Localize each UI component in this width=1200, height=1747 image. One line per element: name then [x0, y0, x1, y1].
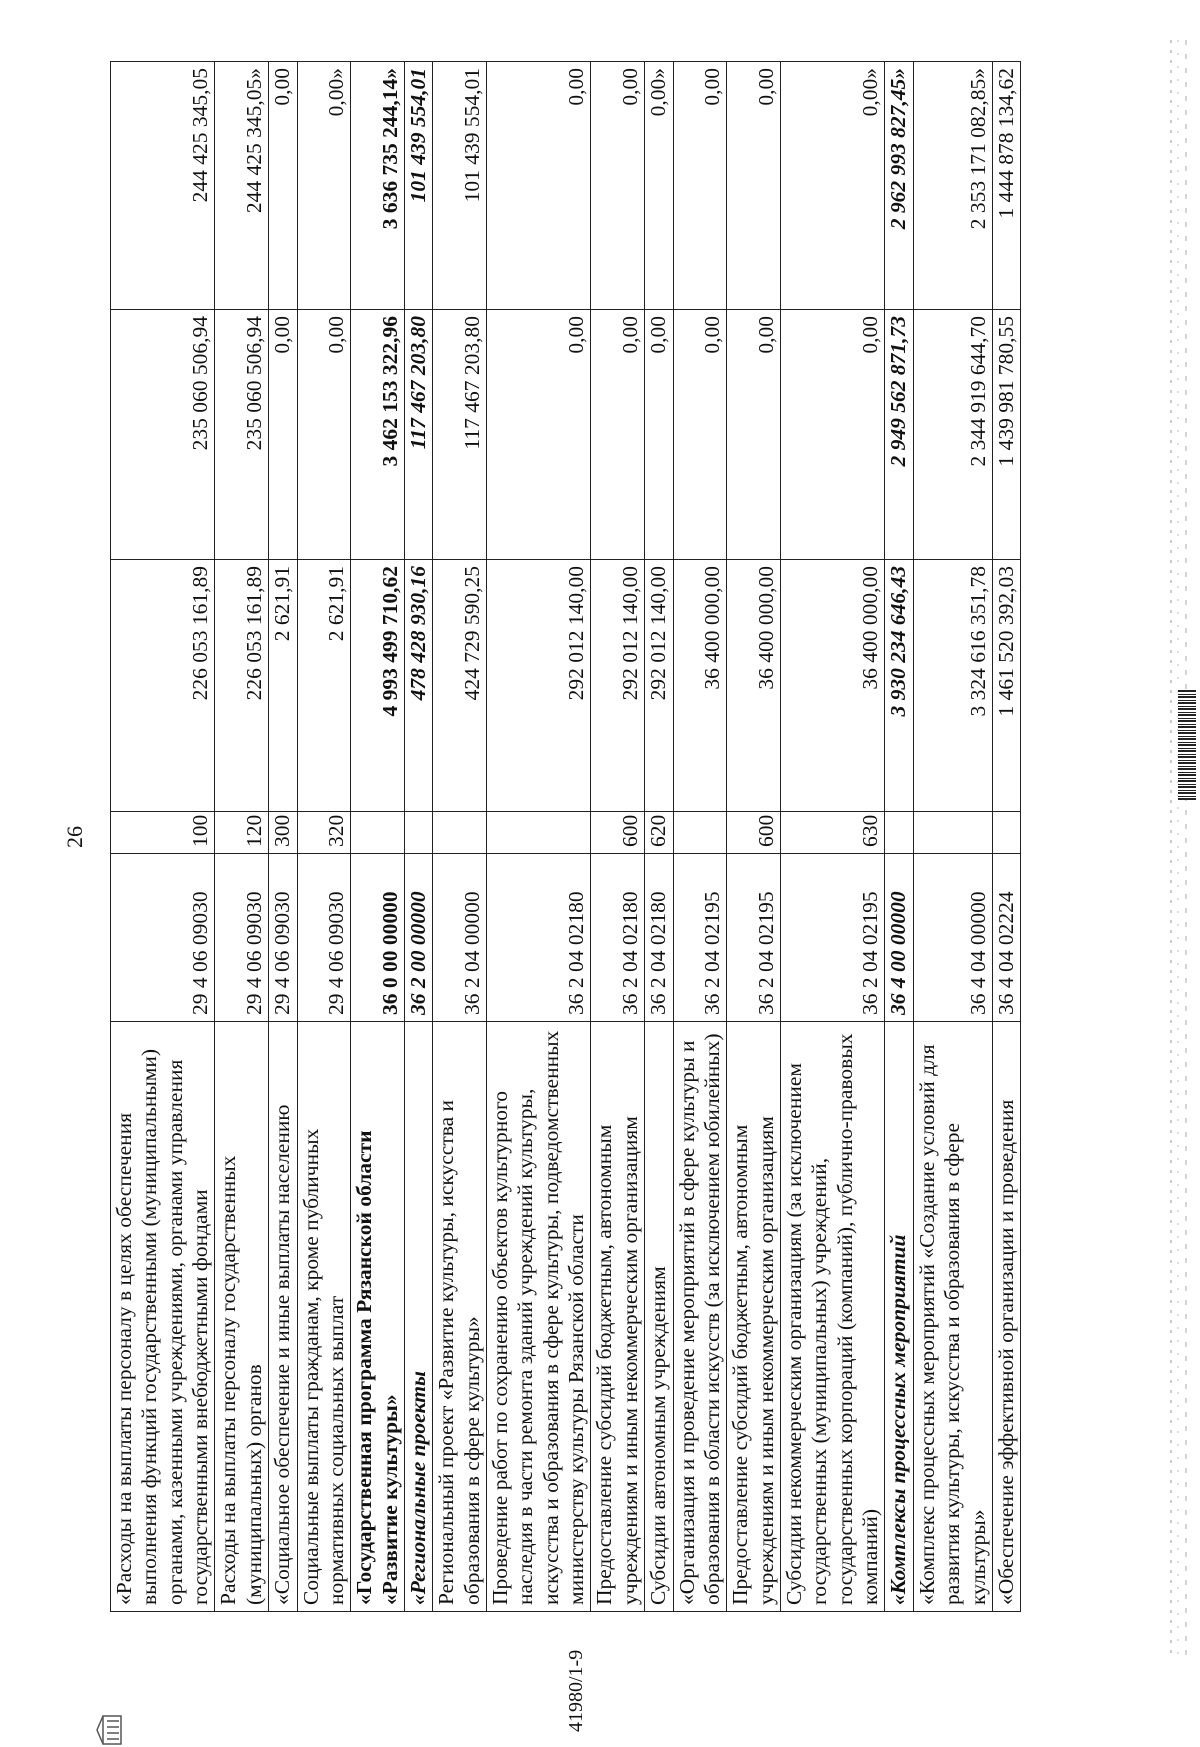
row-amount-3: 0,00 [591, 62, 645, 310]
row-name: «Государственная программа Рязанской области «Развитие культуры» [351, 1022, 405, 1612]
row-name: Предоставление субсидий бюджетным, автономным учреждениям и иным некоммерческим организациям [727, 1022, 781, 1612]
table-row [351, 62, 405, 1612]
row-name: Субсидии автономным учреждениям [645, 1022, 673, 1612]
row-amount-3: 244 425 345,05» [215, 62, 269, 310]
row-amount-2: 117 467 203,80 [433, 310, 487, 560]
row-expense-type [885, 812, 913, 854]
row-amount-2: 235 060 506,94 [215, 310, 269, 560]
row-amount-2: 2 949 562 871,73 [885, 310, 913, 560]
row-amount-3: 0,00 [673, 62, 727, 310]
row-name: «Организация и проведение мероприятий в сфере культуры и образования в области искусств (за исключением юбилейных) [673, 1022, 727, 1612]
row-amount-1: 292 012 140,00 [645, 560, 673, 812]
row-code: 29 4 06 09030 [111, 854, 215, 1022]
table-row [780, 62, 884, 1612]
row-amount-1: 4 993 499 710,62 [351, 560, 405, 812]
budget-table [110, 61, 1021, 1612]
row-expense-type [433, 812, 487, 854]
row-amount-2: 0,00 [297, 310, 351, 560]
row-code: 29 4 06 09030 [215, 854, 269, 1022]
table-row [111, 62, 215, 1612]
row-code: 36 4 04 02224 [992, 854, 1020, 1022]
row-name: Расходы на выплаты персоналу государственных (муниципальных) органов [215, 1022, 269, 1612]
table-row [297, 62, 351, 1612]
budget-table-body [111, 62, 1021, 1612]
row-name: «Социальное обеспечение и иные выплаты населению [269, 1022, 297, 1612]
row-amount-1: 2 621,91 [297, 560, 351, 812]
row-amount-3: 3 636 735 244,14» [351, 62, 405, 310]
row-expense-type: 600 [591, 812, 645, 854]
row-amount-3: 0,00 [727, 62, 781, 310]
row-amount-2: 0,00 [591, 310, 645, 560]
row-amount-2: 0,00 [727, 310, 781, 560]
row-expense-type [351, 812, 405, 854]
row-name: Предоставление субсидий бюджетным, автономным учреждениям и иным некоммерческим организациям [591, 1022, 645, 1612]
row-amount-2: 117 467 203,80 [404, 310, 432, 560]
row-amount-3: 2 962 993 827,45» [885, 62, 913, 310]
row-code: 36 0 00 00000 [351, 854, 405, 1022]
row-code: 36 4 00 00000 [885, 854, 913, 1022]
row-amount-1: 226 053 161,89 [111, 560, 215, 812]
row-expense-type: 320 [297, 812, 351, 854]
row-code: 36 2 00 00000 [404, 854, 432, 1022]
row-name: «Региональные проекты [404, 1022, 432, 1612]
row-amount-1: 226 053 161,89 [215, 560, 269, 812]
row-amount-2: 0,00 [487, 310, 591, 560]
row-amount-1: 424 729 590,25 [433, 560, 487, 812]
row-name: Проведение работ по сохранению объектов культурного наследия в части ремонта зданий учреждений культуры, искусства и образования в сфере культуры, подведомственных министерству культуры Рязанской области [487, 1022, 591, 1612]
table-row [487, 62, 591, 1612]
row-amount-2: 0,00 [673, 310, 727, 560]
row-name: Субсидии некоммерческим организациям (за исключением государственных (муниципальных) учреждений, государственных корпораций (компаний), публично-правовых компаний) [780, 1022, 884, 1612]
row-amount-1: 3 324 616 351,78 [913, 560, 992, 812]
table-row [645, 62, 673, 1612]
row-expense-type [913, 812, 992, 854]
table-row [591, 62, 645, 1612]
row-amount-3: 0,00 [269, 62, 297, 310]
row-code: 36 2 04 02180 [591, 854, 645, 1022]
row-name: «Комплекс процессных мероприятий «Создание условий для развития культуры, искусства и образования в сфере культуры» [913, 1022, 992, 1612]
row-expense-type: 120 [215, 812, 269, 854]
table-row [269, 62, 297, 1612]
row-code: 29 4 06 09030 [297, 854, 351, 1022]
row-name: «Комплексы процессных мероприятий [885, 1022, 913, 1612]
row-name: Региональный проект «Развитие культуры, искусства и образования в сфере культуры» [433, 1022, 487, 1612]
row-amount-1: 36 400 000,00 [673, 560, 727, 812]
row-expense-type [404, 812, 432, 854]
row-code: 36 2 04 02195 [673, 854, 727, 1022]
row-amount-2: 3 462 153 322,96 [351, 310, 405, 560]
row-amount-1: 36 400 000,00 [727, 560, 781, 812]
row-amount-3: 101 439 554,01 [433, 62, 487, 310]
row-amount-2: 0,00 [780, 310, 884, 560]
barcode-icon [1178, 690, 1196, 800]
row-amount-3: 1 444 878 134,62 [992, 62, 1020, 310]
row-amount-1: 2 621,91 [269, 560, 297, 812]
row-amount-1: 1 461 520 392,03 [992, 560, 1020, 812]
table-row [913, 62, 992, 1612]
row-code: 29 4 06 09030 [269, 854, 297, 1022]
row-name: Социальные выплаты гражданам, кроме публичных нормативных социальных выплат [297, 1022, 351, 1612]
row-amount-2: 0,00 [645, 310, 673, 560]
row-amount-3: 244 425 345,05 [111, 62, 215, 310]
row-name: «Обеспечение эффективной организации и проведения [992, 1022, 1020, 1612]
rotated-document [62, 62, 1115, 1732]
row-amount-3: 0,00» [297, 62, 351, 310]
row-amount-1: 36 400 000,00 [780, 560, 884, 812]
row-name: «Расходы на выплаты персоналу в целях обеспечения выполнения функций государственными (муниципальными) органами, казенными учреждениями, органами управления государственными внебюджетными фондами [111, 1022, 215, 1612]
table-row [433, 62, 487, 1612]
table-row [404, 62, 432, 1612]
row-amount-2: 1 439 981 780,55 [992, 310, 1020, 560]
table-row [215, 62, 269, 1612]
row-amount-3: 2 353 171 082,85» [913, 62, 992, 310]
row-amount-3: 0,00» [780, 62, 884, 310]
scan-edge-artifact [1165, 40, 1195, 1660]
row-code: 36 4 04 00000 [913, 854, 992, 1022]
stamp-icon [95, 1713, 125, 1747]
row-expense-type: 600 [727, 812, 781, 854]
row-code: 36 2 04 02180 [487, 854, 591, 1022]
row-code: 36 2 04 02180 [645, 854, 673, 1022]
row-amount-1: 478 428 930,16 [404, 560, 432, 812]
table-row [727, 62, 781, 1612]
table-row [992, 62, 1020, 1612]
table-row [885, 62, 913, 1612]
row-amount-2: 2 344 919 644,70 [913, 310, 992, 560]
row-expense-type: 100 [111, 812, 215, 854]
row-amount-3: 0,00 [487, 62, 591, 310]
row-expense-type [992, 812, 1020, 854]
row-amount-1: 292 012 140,00 [487, 560, 591, 812]
row-code: 36 2 04 00000 [433, 854, 487, 1022]
row-expense-type: 620 [645, 812, 673, 854]
row-expense-type: 300 [269, 812, 297, 854]
table-row [673, 62, 727, 1612]
row-amount-3: 0,00» [645, 62, 673, 310]
row-amount-1: 292 012 140,00 [591, 560, 645, 812]
row-code: 36 2 04 02195 [727, 854, 781, 1022]
row-amount-2: 0,00 [269, 310, 297, 560]
row-amount-3: 101 439 554,01 [404, 62, 432, 310]
row-amount-2: 235 060 506,94 [111, 310, 215, 560]
row-expense-type: 630 [780, 812, 884, 854]
row-expense-type [673, 812, 727, 854]
row-code: 36 2 04 02195 [780, 854, 884, 1022]
row-expense-type [487, 812, 591, 854]
page-number: 26 [62, 826, 87, 848]
document-code: 41980/1-9 [565, 1649, 587, 1732]
row-amount-1: 3 930 234 646,43 [885, 560, 913, 812]
